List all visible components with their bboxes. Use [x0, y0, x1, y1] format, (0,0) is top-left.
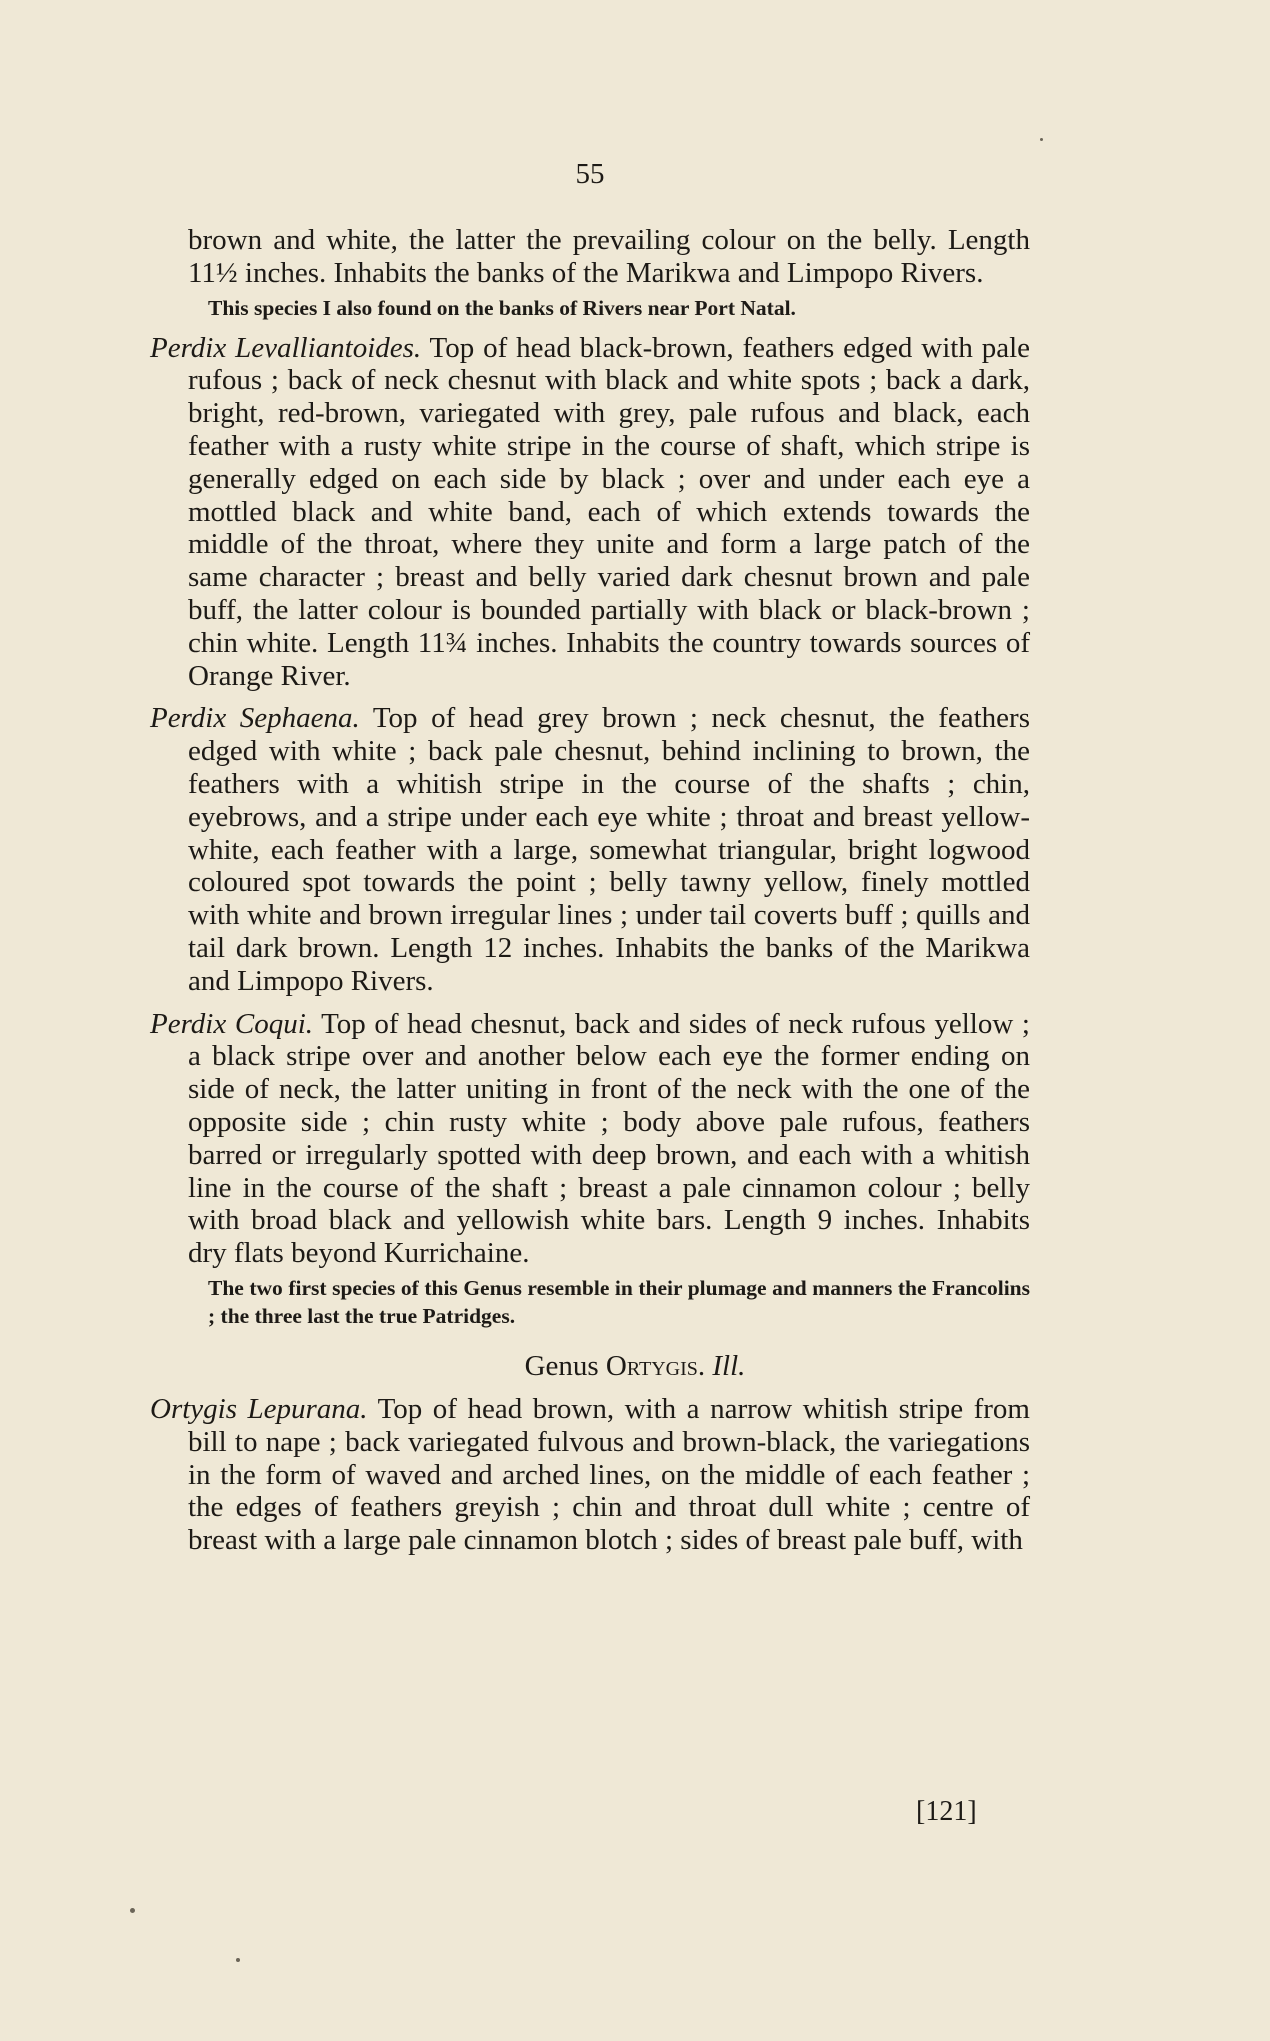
continuation-paragraph: brown and white, the latter the prevailing colour on the belly. Length 11½ inches. Inhabits the banks of the Marikwa and Limpopo Rivers. [188, 224, 1030, 289]
footnote-genus: The two first species of this Genus resemble in their plumage and manners the Francolins ; the three last the true Patridges. [208, 1275, 1030, 1328]
speck [236, 1958, 240, 1962]
species-entry-levalliantoides [150, 332, 1030, 693]
genus-label: Genus [524, 1349, 599, 1382]
page-body [150, 224, 1030, 1557]
species-description: Top of head brown, with a narrow whitish stripe from bill to nape ; back variegated fulvous and brown-black, the variegations in the form of waved and arched lines, on the middle of each feather ; the edges of feathers greyish ; chin and throat dull white ; centre of breast with a large pale cinnamon blotch ; sides of breast pale buff, with [188, 1392, 1030, 1557]
genus-heading [150, 1350, 1030, 1383]
genus-authority: Ill. [712, 1349, 746, 1382]
genus-name: Ortygis. [605, 1349, 706, 1382]
footnote-natal: This species I also found on the banks of Rivers near Port Natal. [208, 295, 796, 320]
signature-mark: [121] [916, 1796, 977, 1827]
species-entry-sephaena [150, 702, 1030, 997]
species-name: Perdix Levalliantoides. [150, 331, 422, 364]
species-entry-lepurana [150, 1393, 1030, 1557]
speck [130, 1908, 135, 1913]
species-entry-coqui [150, 1008, 1030, 1270]
species-name: Perdix Sephaena. [150, 702, 360, 735]
species-description: Top of head black-brown, feathers edged with pale rufous ; back of neck chesnut with black and white spots ; back a dark, bright, red-brown, variegated with grey, pale rufous and black, each feather with a rusty white stripe in the course of shaft, which stripe is generally edged on each side by black ; over and under each eye a mottled black and white band, each of which extends towards the middle of the throat, where they unite and form a large patch of the same character ; breast and belly varied dark chesnut brown and pale buff, the latter colour is bounded partially with black or black-brown ; chin white. Length 11¾ inches. Inhabits the country towards sources of Orange River. [188, 331, 1031, 692]
species-name: Perdix Coqui. [150, 1007, 313, 1040]
species-description: Top of head chesnut, back and sides of neck rufous yellow ; a black stripe over and another below each eye the former ending on side of neck, the latter uniting in front of the neck with the one of the opposite side ; chin rusty white ; body above pale rufous, feathers barred or irregularly spotted with deep brown, and each with a whitish line in the course of the shaft ; breast a pale cinnamon colour ; belly with broad black and yellowish white bars. Length 9 inches. Inhabits dry flats beyond Kurrichaine. [188, 1007, 1030, 1270]
speck [1040, 138, 1043, 141]
species-description: Top of head grey brown ; neck chesnut, the feathers edged with white ; back pale chesnut, behind inclining to brown, the feathers with a whitish stripe in the course of the shafts ; chin, eyebrows, and a stripe under each eye white ; throat and breast yellow-white, each feather with a large, somewhat triangular, bright logwood coloured spot towards the point ; belly tawny yellow, finely mottled with white and brown irregular lines ; under tail coverts buff ; quills and tail dark brown. Length 12 inches. Inhabits the banks of the Marikwa and Limpopo Rivers. [188, 702, 1030, 997]
page-number: 55 [575, 158, 605, 190]
species-name: Ortygis Lepurana. [150, 1392, 368, 1425]
